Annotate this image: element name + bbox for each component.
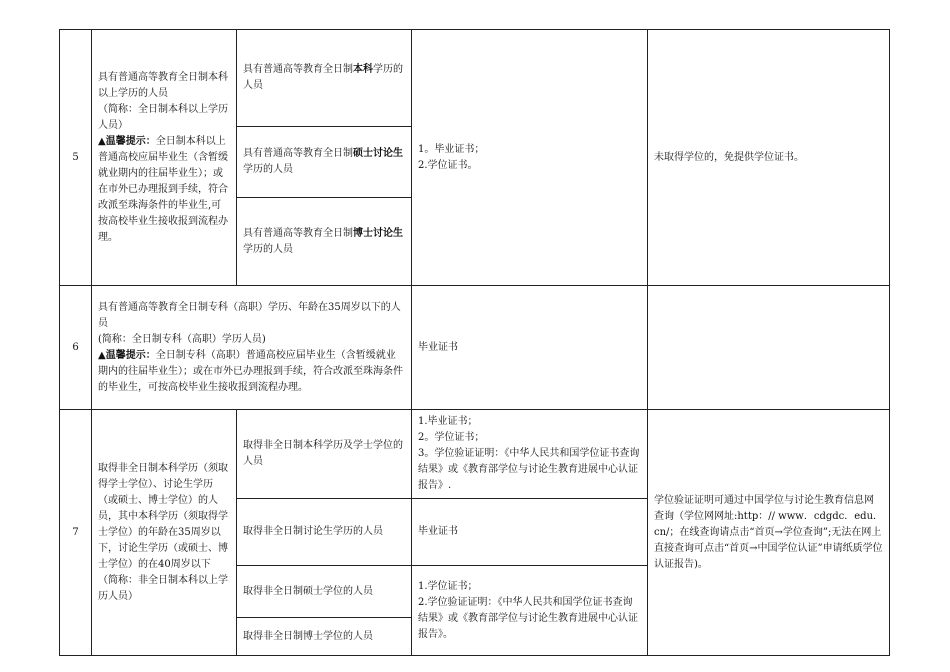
category-description: 具有普通高等教育全日制专科（高职）学历、年龄在35周岁以下的人员 <box>98 301 401 329</box>
sub-text: 具有普通高等教育全日制 <box>243 227 353 239</box>
tip-block <box>98 136 228 243</box>
tip-text: 全日制专科（高职）普通高校应届毕业生（含暂缓就业期内的往届毕业生）；或在市外已办理报到手续，符合改派至珠海条件的毕业生，可按高校毕业生接收报到流程办理。 <box>98 349 403 393</box>
tip-label: ▲温馨提示： <box>98 135 156 147</box>
row-number: 6 <box>60 286 92 410</box>
subcategory-cell: 取得非全日制本科学历及学士学位的人员 <box>237 410 412 499</box>
tip-block <box>98 350 403 393</box>
sub-text: 学历的人员 <box>243 164 293 175</box>
category-short-name: （简称：非全日制本科以上学历人员） <box>98 574 228 602</box>
sub-degree: 本科 <box>353 64 373 75</box>
row-number: 7 <box>60 410 92 656</box>
subcategory-cell: 取得非全日制博士学位的人员 <box>237 618 412 656</box>
requirements-table <box>59 29 890 656</box>
subcategory-cell <box>237 127 412 198</box>
material-item: 1。毕业证书； <box>418 143 485 155</box>
table-row-7 <box>60 410 890 499</box>
materials-cell <box>412 566 648 656</box>
note-cell: 学位验证证明可通过中国学位与讨论生教育信息网查询（学位网网址:http：// www．cdgdc．edu．cn/；在线查询请点击“首页→学位查询”;无法在网上直接查询可点击“首页→中国学位认证”申请纸质学位认证报告)。 <box>648 410 890 656</box>
category-description: 取得非全日制本科学历（须取得学士学位）、讨论生学历（或硕士、博士学位）的人员，其中本科学历（须取得学士学位）的年龄在35周岁以下，讨论生学历（或硕士、博士学位）的在40周岁以下 <box>98 462 228 570</box>
sub-degree: 博士讨论生 <box>353 227 403 239</box>
category-short-name: (简称：全日制专科（高职）学历人员) <box>98 333 266 345</box>
material-item: 1.毕业证书； <box>418 416 478 427</box>
subcategory-cell: 取得非全日制讨论生学历的人员 <box>237 499 412 566</box>
sub-text: 具有普通高等教育全日制 <box>243 64 353 75</box>
category-short-name: （简称：全日制本科以上学历人员） <box>98 103 228 131</box>
material-item: 2。学位证书； <box>418 432 485 443</box>
note-cell <box>648 286 890 410</box>
category-cell <box>92 410 237 656</box>
materials-cell <box>412 410 648 499</box>
sub-degree: 硕士讨论生 <box>353 148 403 159</box>
tip-text: 全日制本科以上普通高校应届毕业生（含暂缓就业期内的往届毕业生）；或在市外已办理报到手续，符合改派至珠海条件的毕业生,可按高校毕业生接收报到流程办理。 <box>98 135 228 243</box>
table-row-5 <box>60 30 890 127</box>
sub-text: 学历的人员 <box>243 64 403 91</box>
table-row-6 <box>60 286 890 410</box>
material-item: 2.学位证书。 <box>418 159 478 171</box>
tip-label: ▲温馨提示： <box>98 349 156 361</box>
materials-cell: 毕业证书 <box>412 286 648 410</box>
category-cell <box>92 30 237 286</box>
sub-text: 学历的人员 <box>243 243 293 255</box>
category-cell <box>92 286 412 410</box>
material-item: 2.学位验证证明：《中华人民共和国学位证书查询结果》或《教育部学位与讨论生教育进展中心认证报告》。 <box>418 596 638 640</box>
materials-cell: 毕业证书 <box>412 499 648 566</box>
material-item: 3。学位验证证明：《中华人民共和国学位证书查询结果》或《教育部学位与讨论生教育进展中心认证报告》. <box>418 448 640 491</box>
category-description: 具有普通高等教育全日制本科以上学历的人员 <box>98 71 228 99</box>
material-item: 1.学位证书； <box>418 580 478 592</box>
subcategory-cell <box>237 198 412 286</box>
subcategory-cell: 取得非全日制硕士学位的人员 <box>237 566 412 618</box>
note-cell: 未取得学位的，免提供学位证书。 <box>648 30 890 286</box>
row-number: 5 <box>60 30 92 286</box>
subcategory-cell <box>237 30 412 127</box>
sub-text: 具有普通高等教育全日制 <box>243 148 353 159</box>
materials-cell <box>412 30 648 286</box>
